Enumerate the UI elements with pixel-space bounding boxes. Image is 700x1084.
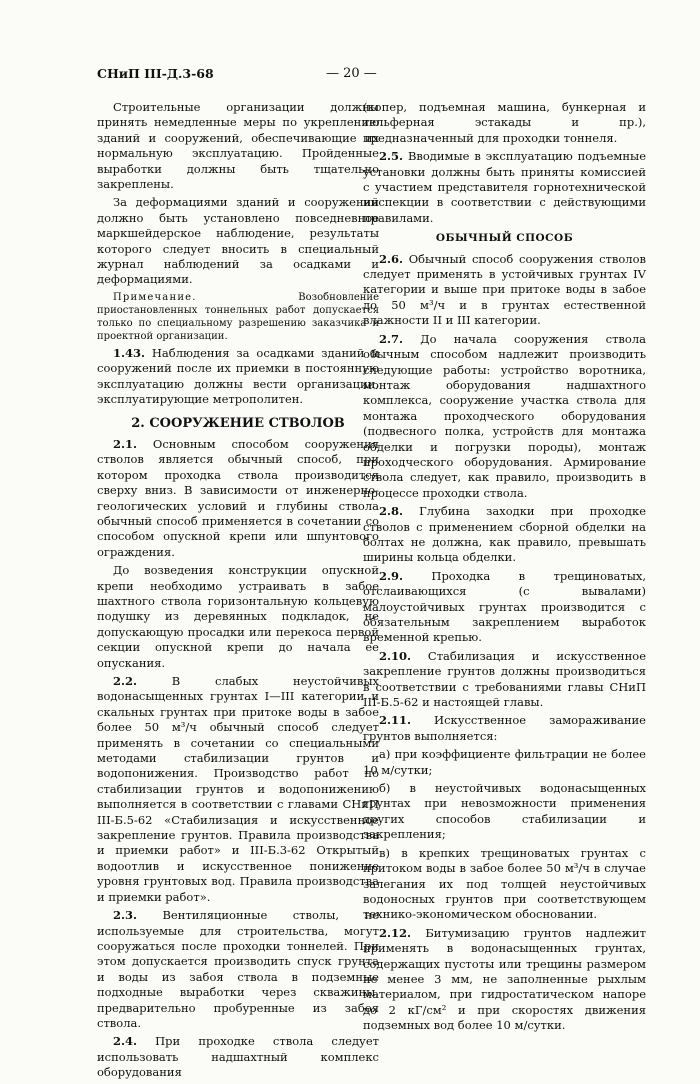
section-title: 2. СООРУЖЕНИЕ СТВОЛОВ <box>131 415 345 431</box>
clause-2-11 <box>363 713 646 744</box>
clause-number: 2.5. <box>379 149 404 164</box>
paragraph: До возведения конструкции опускной крепи необходимо устраивать в забое шахтного ствола горизонтальную кольцевую подушку из деревянных подкладок, не допускающую просадки или перекоса первой секции опускной крепи до начала ее опускания. <box>97 563 379 670</box>
clause-number: 1.43. <box>113 345 146 360</box>
clause-1-43 <box>97 346 379 408</box>
clause-number: 2.4. <box>113 1034 138 1049</box>
clause-2-7 <box>363 332 646 501</box>
page-number: — 20 — <box>326 66 377 81</box>
document-code: СНиП III-Д.3-68 <box>97 66 214 81</box>
clause-text: При проходке ствола следует использовать надшахтный комплекс оборудования <box>97 1034 379 1080</box>
clause-2-1 <box>97 437 379 560</box>
right-column <box>363 100 646 1037</box>
clause-number: 2.6. <box>379 251 404 266</box>
clause-text: Вентиляционные стволы, не используемые для строительства, могут сооружаться после проходки тоннелей. При этом допускается производить спуск грунта и воды из забоя ствола в подземные подходные выработки через скважины, предварительно пробуренные из забоя ствола. <box>97 908 379 1030</box>
clause-text: Основным способом сооружения стволов является обычный способ, при котором проходка ствола производится сверху вниз. В зависимости от инженерно-геологических условий и глубины ствола обычный способ применяется в сочетании со способом опускной крепи или шпунтового ограждения. <box>97 436 379 559</box>
clause-text: Битумизацию грунтов надлежит применять в водонасыщенных грунтах, содержащих пустоты или трещины размером не менее 3 мм, не заполненные рыхлым материалом, при гидростатическом напоре до 2 кГ/см² и при скоростях движения подземных вод более 10 м/сутки. <box>363 925 646 1033</box>
clause-text: До начала сооружения ствола обычным способом надлежит производить следующие работы: устройство воротника, монтаж оборудования надшахтного комплекса, сооружение участка ствола для монтажа проходческого оборудования (подвесного полка, устройств для монтажа обделки и погрузки породы), монтаж проходческого оборудования. Армирование ствола следует, как правило, производить в процессе проходки ствола. <box>363 331 646 500</box>
clause-number: 2.3. <box>113 908 138 923</box>
clause-number: 2.9. <box>379 568 404 583</box>
clause-text: Вводимые в эксплуатацию подъемные установки должны быть приняты комиссией с участием представителя горнотехнической инспекции в соответствии с действующими правилами. <box>363 149 646 225</box>
clause-2-2 <box>97 674 379 905</box>
clause-number: 2.2. <box>113 674 138 688</box>
list-item-c: в) в крепких трещиноватых грунтах с притоком воды в забое более 50 м³/ч в случае залегания их под толщей неустойчивых водоносных грунтов при соответствующем технико-экономическом обосновании. <box>363 845 646 922</box>
clause-number: 2.1. <box>113 436 138 451</box>
clause-2-5 <box>363 149 646 226</box>
clause-text: Наблюдения за осадками зданий и сооружений после их приемки в постоянную эксплуатацию должны вести организации, эксплуатирующие метрополитен. <box>97 345 379 407</box>
list-item-b: б) в неустойчивых водонасыщенных грунтах при невозможности применения других способов стабилизации и закрепления; <box>363 781 646 842</box>
clause-number: 2.7. <box>379 331 404 346</box>
note-text: Возобновление приостановленных тоннельных работ допускается только по специальному разрешению заказчика и проектной организации. <box>97 291 379 342</box>
clause-2-4 <box>97 1034 379 1080</box>
clause-number: 2.10. <box>379 648 412 663</box>
clause-2-9 <box>363 569 646 646</box>
clause-2-12 <box>363 926 646 1034</box>
clause-2-10 <box>363 649 646 711</box>
note-label: Примечание. <box>113 291 197 303</box>
paragraph: (копер, подъемная машина, бункерная и тельферная эстакады и пр.), предназначенный для проходки тоннеля. <box>363 100 646 145</box>
clause-number: 2.12. <box>379 925 412 940</box>
clause-text: В слабых неустойчивых водонасыщенных грунтах I—III категории и скальных грунтах при притоке воды в забое более 50 м³/ч обычный способ следует применять в сочетании со специальными методами стабилизации грунтов и водопонижения. Производство работ по стабилизации грунтов и водопонижению выполняется в соответствии с главами СНиП III-Б.5-62 «Стабилизация и искусственное закрепление грунтов. Правила производства и приемки работ» и III-Б.3-62 Открытый водоотлив и искусственное понижение уровня грунтовых вод. Правила производства и приемки работ». <box>97 674 379 904</box>
clause-text: Стабилизация и искусственное закрепление грунтов должны производиться в соответствии с требованиями главы СНиП III-Б.5-62 и настоящей главы. <box>363 648 646 710</box>
note <box>97 291 379 343</box>
clause-2-6 <box>363 252 646 329</box>
clause-text: Глубина заходки при проходке стволов с применением сборной обделки на болтах не должна, как правило, превышать ширины кольца обделки. <box>363 504 646 565</box>
clause-text: Обычный способ сооружения стволов следует применять в устойчивых грунтах IV категории и выше при притоке воды в забое до 50 м³/ч и в грунтах естественной влажности II и III категории. <box>363 251 646 328</box>
left-column <box>97 100 379 1084</box>
clause-number: 2.11. <box>379 713 412 728</box>
subsection-title: ОБЫЧНЫЙ СПОСОБ <box>435 232 574 245</box>
clause-2-8 <box>363 504 646 566</box>
clause-number: 2.8. <box>379 504 404 519</box>
clause-text: Проходка в трещиноватых, отслаивающихся (с вывалами) малоустойчивых грунтах производится с обязательным закреплением выработок временной крепью. <box>363 568 646 645</box>
paragraph: За деформациями зданий и сооружений должно быть установлено повседневное маркшейдерское наблюдение, результаты которого следует вносить в специальный журнал наблюдений за осадками и деформациями. <box>97 195 379 287</box>
list-item-a: а) при коэффициенте фильтрации не более 10 м/сутки; <box>363 747 646 777</box>
paragraph: Строительные организации должны принять немедленные меры по укреплению зданий и сооружений, обеспечивающие их нормальную эксплуатацию. Пройденные выработки должны быть тщательно закреплены. <box>97 100 379 192</box>
clause-text: Искусственное замораживание грунтов выполняется: <box>363 713 646 743</box>
clause-2-3 <box>97 908 379 1031</box>
